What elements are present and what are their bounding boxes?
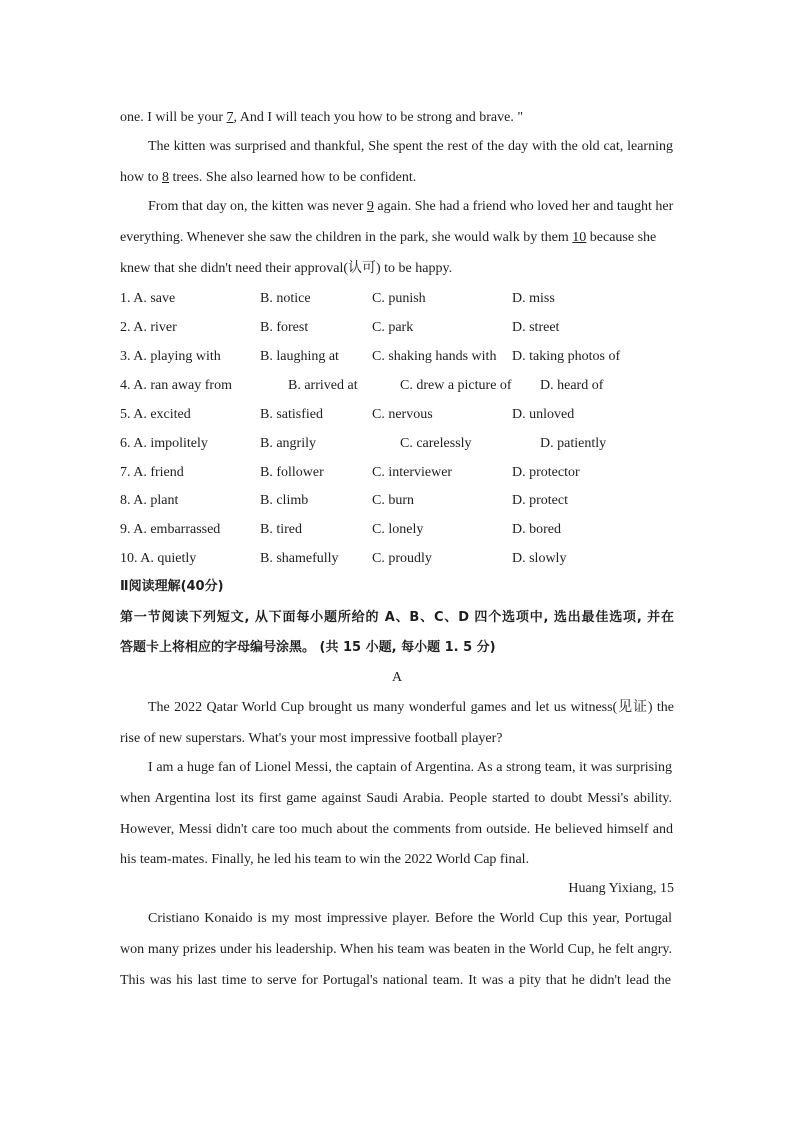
passage-line: However, Messi didn't care too much about the comments from outside. He believed himself and	[120, 822, 673, 837]
option-d: D. bored	[512, 522, 561, 537]
text: From that day on, the kitten was never	[148, 199, 367, 214]
option-d: D. street	[512, 320, 560, 335]
option-b: B. follower	[260, 465, 324, 480]
section-instruction-2: 答题卡上将相应的字母编号涂黑。 (共 15 小题, 每小题 1. 5 分)	[120, 640, 496, 655]
option-b: B. laughing at	[260, 349, 339, 364]
section-instruction-1: 第一节阅读下列短文, 从下面每小题所给的 A、B、C、D 四个选项中, 选出最佳选项, 并在	[120, 610, 674, 625]
option-a: 6. A. impolitely	[120, 436, 208, 451]
option-d: D. protect	[512, 493, 568, 508]
option-a: 10. A. quietly	[120, 551, 197, 566]
blank-7: 7	[226, 110, 234, 125]
passage-line: rise of new superstars. What's your most impressive football player?	[120, 731, 503, 746]
option-c: C. proudly	[372, 551, 432, 566]
option-c: C. interviewer	[372, 465, 453, 480]
text: , And I will teach you how to be strong and brave. "	[233, 110, 524, 125]
blank-8: 8	[162, 170, 169, 185]
option-b: B. climb	[260, 493, 309, 508]
option-c: C. park	[372, 320, 414, 335]
option-a: 4. A. ran away from	[120, 378, 232, 393]
option-d: D. miss	[512, 291, 555, 306]
text: one. I will be your	[120, 110, 227, 125]
passage-line: The 2022 Qatar World Cup brought us many wonderful games and let us witness(见证) the	[148, 700, 674, 715]
option-a: 2. A. river	[120, 320, 177, 335]
story-line-2: The kitten was surprised and thankful, She spent the rest of the day with the old cat, learning	[148, 139, 673, 154]
passage-line: his team-mates. Finally, he led his team to win the 2022 World Cap final.	[120, 852, 530, 867]
option-b: B. satisfied	[260, 407, 323, 422]
option-a: 3. A. playing with	[120, 349, 221, 364]
option-c: C. shaking hands with	[372, 349, 497, 364]
option-a: 1. A. save	[120, 291, 176, 306]
option-d: D. taking photos of	[512, 349, 621, 364]
story-line-4	[148, 198, 673, 216]
author-signature: Huang Yixiang, 15	[568, 881, 674, 896]
option-b: B. tired	[260, 522, 302, 537]
passage-line: This was his last time to serve for Portugal's national team. It was a pity that he didn't lead the	[120, 973, 671, 988]
option-a: 7. A. friend	[120, 465, 184, 480]
option-c: C. burn	[372, 493, 414, 508]
option-c: C. punish	[372, 291, 426, 306]
passage-line: Cristiano Konaido is my most impressive player. Before the World Cup this year, Portugal	[148, 911, 672, 926]
section-title: Ⅱ阅读理解(40分)	[120, 579, 224, 594]
option-d: D. unloved	[512, 407, 575, 422]
text: how to	[120, 170, 162, 185]
option-d: D. slowly	[512, 551, 567, 566]
option-b: B. angrily	[260, 436, 316, 451]
option-d: D. protector	[512, 465, 580, 480]
option-d: D. heard of	[540, 378, 604, 393]
option-a: 5. A. excited	[120, 407, 191, 422]
option-b: B. forest	[260, 320, 309, 335]
blank-10: 10	[572, 230, 587, 245]
passage-line: when Argentina lost its first game against Saudi Arabia. People started to doubt Messi's ability.	[120, 791, 672, 806]
text: because she	[586, 230, 657, 245]
passage-label: A	[391, 670, 403, 685]
option-b: B. shamefully	[260, 551, 339, 566]
blank-9: 9	[366, 199, 374, 214]
text: again. She had a friend who loved her and taught her	[373, 199, 674, 214]
option-a: 9. A. embarrassed	[120, 522, 221, 537]
option-b: B. arrived at	[288, 378, 358, 393]
story-line-6: knew that she didn't need their approval(认可) to be happy.	[120, 261, 453, 276]
option-c: C. carelessly	[400, 436, 472, 451]
story-line-3	[120, 169, 416, 187]
option-a: 8. A. plant	[120, 493, 179, 508]
option-c: C. drew a picture of	[400, 378, 512, 393]
text: everything. Whenever she saw the children in the park, she would walk by them	[120, 230, 573, 245]
story-line-1	[120, 109, 523, 127]
passage-line: I am a huge fan of Lionel Messi, the captain of Argentina. As a strong team, it was surprising	[148, 760, 672, 775]
text: trees. She also learned how to be confident.	[169, 170, 417, 185]
passage-line: won many prizes under his leadership. When his team was beaten in the World Cup, he felt angry.	[120, 942, 672, 957]
option-c: C. lonely	[372, 522, 424, 537]
option-c: C. nervous	[372, 407, 433, 422]
story-line-5	[120, 229, 656, 247]
option-d: D. patiently	[540, 436, 607, 451]
option-b: B. notice	[260, 291, 311, 306]
